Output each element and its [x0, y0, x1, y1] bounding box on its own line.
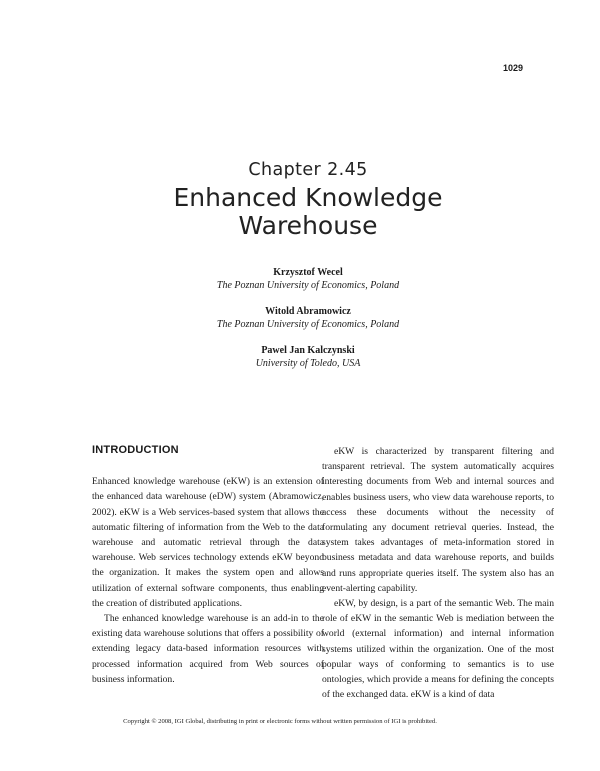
- paragraph: eKW is characterized by transparent filtering and transparent retrieval. The system automatically acquires interesting documents from Web and internal sources and enables business users, who view data warehouse reports, to access these documents without the necessity of formulating any document retrieval queries. Instead, the system takes advantages of meta-information stored in business metadata and data warehouse reports, and builds and runs appropriate queries itself. The system also has an event-alerting capability.: [322, 446, 554, 594]
- chapter-label: Chapter 2.45: [248, 160, 368, 180]
- author-name: Pawel Jan Kalczynski: [261, 345, 355, 356]
- author-block: [0, 266, 600, 292]
- title-line-1: Enhanced Knowledge: [173, 183, 443, 212]
- page-number: 1029: [503, 63, 524, 73]
- paragraph: The enhanced knowledge warehouse is an add-in to the existing data warehouse solutions that offers a possibility of extending legacy data-based information resources with processed information acquired from Web sources of business information.: [92, 613, 324, 685]
- paragraph: eKW, by design, is a part of the semantic Web. The main role of eKW in the semantic Web is mediation between the world (external information) and internal information systems utilized within the organization. One of the most popular ways of conforming to semantics is to use ontologies, which provide a means for defining the concepts of the exchanged data. eKW is a kind of data: [322, 598, 554, 701]
- chapter-title: [0, 184, 600, 240]
- copyright-notice: Copyright © 2008, IGI Global, distributing in print or electronic forms without written permission of IGI is prohibited.: [123, 718, 437, 725]
- author-block: [0, 305, 600, 331]
- paragraph: Enhanced knowledge warehouse (eKW) is an extension of the enhanced data warehouse (eDW) system (Abramowicz, 2002). eKW is a Web services-based system that allows the automatic filtering of information from the Web to the data warehouse and automatic retrieval through the data warehouse. Web services technology extends eKW beyond the organization. It makes the system open and allows utilization of external software components, thus enabling the creation of distributed applications.: [92, 476, 324, 609]
- author-list: [0, 266, 600, 383]
- author-affiliation: University of Toledo, USA: [255, 358, 361, 369]
- right-column: [322, 444, 554, 702]
- left-column: [92, 443, 324, 687]
- section-heading: INTRODUCTION: [92, 444, 179, 456]
- author-affiliation: The Poznan University of Economics, Poland: [216, 280, 400, 291]
- author-block: [0, 344, 600, 370]
- author-name: Witold Abramowicz: [265, 306, 351, 317]
- author-name: Krzysztof Wecel: [273, 267, 343, 278]
- title-line-2: Warehouse: [238, 211, 378, 240]
- author-affiliation: The Poznan University of Economics, Poland: [216, 319, 400, 330]
